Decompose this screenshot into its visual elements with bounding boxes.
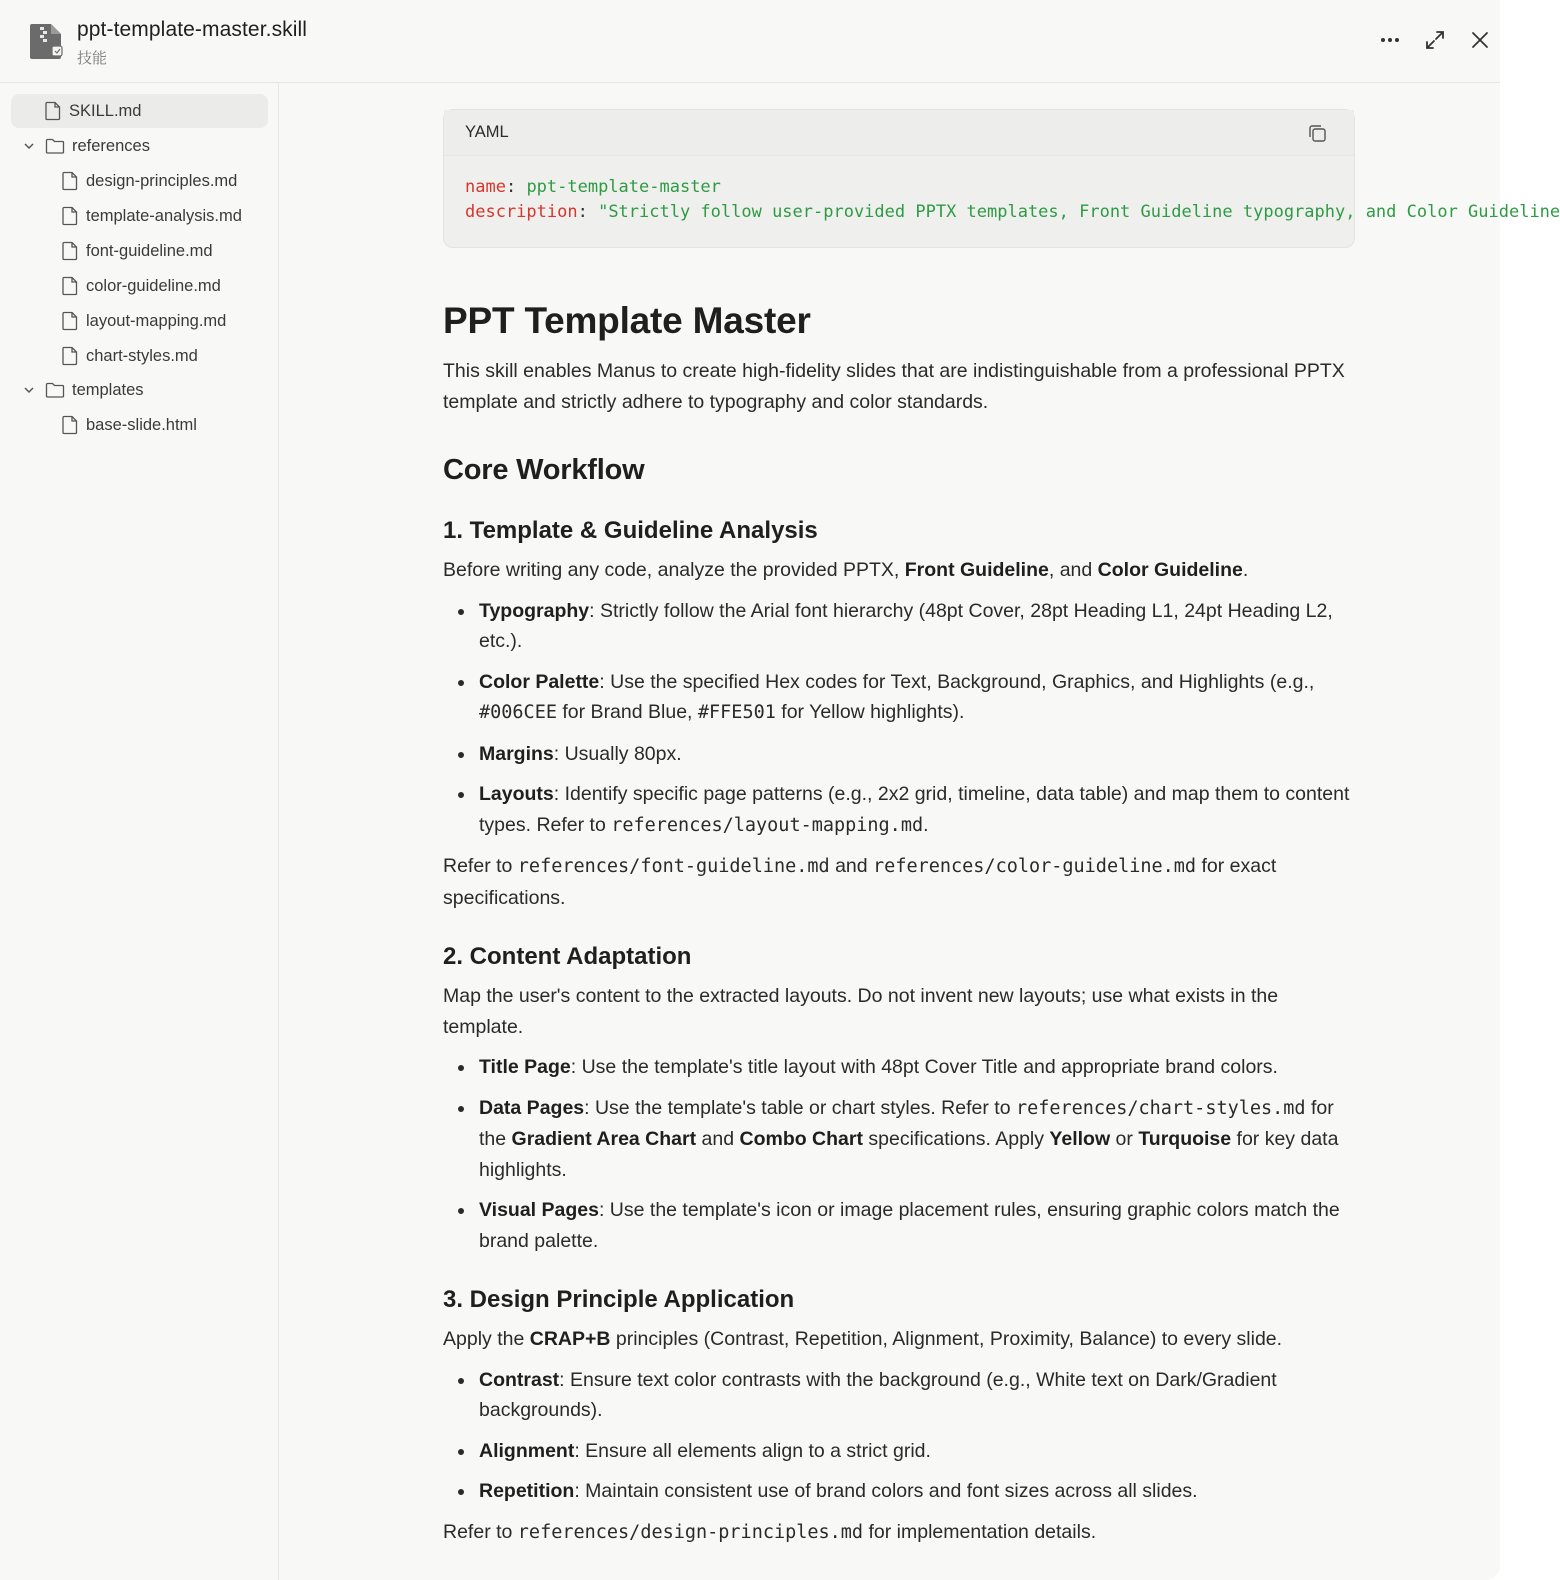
- yaml-key: name: [465, 177, 506, 197]
- chevron-down-icon: [22, 383, 36, 397]
- section-2-intro: Map the user's content to the extracted layouts. Do not invent new layouts; use what exists in the template.: [443, 985, 1279, 1038]
- section-core-workflow: Core Workflow: [443, 454, 645, 486]
- doc-title: PPT Template Master: [443, 300, 811, 341]
- code-body: name: ppt-template-master description: "Strictly follow user-provided PPTX templates, Front Guideline typography, and Color Guideline: [465, 177, 1560, 222]
- tree-file-chart-styles[interactable]: [61, 339, 198, 373]
- tree-file-label: layout-mapping.md: [86, 311, 227, 330]
- file-icon: [61, 206, 79, 226]
- section-2-list: [443, 1052, 1355, 1256]
- tree-file-label: base-slide.html: [86, 415, 197, 434]
- list-item-alignment: Alignment: Ensure all elements align to a strict grid.: [443, 1436, 1355, 1467]
- section-2-heading: 2. Content Adaptation: [443, 943, 692, 970]
- section-3-reference: Refer to references/design-principles.md for implementation details.: [443, 1520, 1097, 1543]
- folder-icon: [45, 137, 65, 155]
- expand-icon: [1424, 29, 1446, 51]
- file-icon: [61, 415, 79, 435]
- tree-folder-label: templates: [72, 380, 144, 399]
- file-icon: [61, 276, 79, 296]
- doc-intro: This skill enables Manus to create high-fidelity slides that are indistinguishable from a professional PPTX template and strictly adhere to typography and color standards.: [443, 360, 1345, 413]
- tree-file-color-guideline[interactable]: [61, 269, 221, 303]
- tree-file-label: chart-styles.md: [86, 346, 198, 365]
- section-1-heading: 1. Template & Guideline Analysis: [443, 517, 818, 544]
- expand-button[interactable]: [1419, 24, 1451, 56]
- section-3-heading: 3. Design Principle Application: [443, 1286, 795, 1313]
- file-icon: [61, 346, 79, 366]
- tree-file-skill-md[interactable]: [11, 94, 268, 128]
- file-icon: [44, 101, 62, 121]
- tree-file-font-guideline[interactable]: [61, 234, 213, 268]
- file-type-label: 技能: [77, 50, 108, 67]
- yaml-code-block: [443, 109, 1560, 248]
- file-icon: [61, 241, 79, 261]
- tree-folder-label: references: [72, 136, 150, 155]
- yaml-value: "Strictly follow user-provided PPTX templates, Front Guideline typography, and Color Guideline: [598, 202, 1560, 222]
- list-item-color-palette: Color Palette: Use the specified Hex codes for Text, Background, Graphics, and Highlights (e.g., #006CEE for Brand Blue, #FFE501 for Yellow highlights).: [443, 667, 1355, 729]
- list-item-title-page: Title Page: Use the template's title layout with 48pt Cover Title and appropriate brand colors.: [443, 1052, 1355, 1083]
- section-1-list: [443, 596, 1355, 842]
- copy-icon[interactable]: [1306, 122, 1328, 144]
- list-item-repetition: Repetition: Maintain consistent use of brand colors and font sizes across all slides.: [443, 1476, 1355, 1507]
- list-item-data-pages: Data Pages: Use the template's table or chart styles. Refer to references/chart-styles.md for the Gradient Area Chart and Combo Chart specifications. Apply Yellow or Turquoise for key data highlights.: [443, 1093, 1355, 1186]
- tree-folder-templates[interactable]: [22, 373, 144, 407]
- chevron-down-icon: [22, 139, 36, 153]
- tree-file-label: template-analysis.md: [86, 206, 242, 225]
- section-1-intro: Before writing any code, analyze the provided PPTX, Front Guideline, and Color Guideline.: [443, 559, 1249, 581]
- section-1-reference: Refer to references/font-guideline.md and references/color-guideline.md for exact specifications.: [443, 855, 1277, 909]
- tree-file-label: SKILL.md: [69, 101, 142, 120]
- tree-file-base-slide[interactable]: [61, 408, 197, 442]
- list-item-contrast: Contrast: Ensure text color contrasts with the background (e.g., White text on Dark/Gradient backgrounds).: [443, 1365, 1355, 1426]
- file-icon: [61, 311, 79, 331]
- yaml-key: description: [465, 202, 578, 222]
- more-icon: [1380, 37, 1400, 43]
- document-view: [280, 83, 1560, 1580]
- code-lang-label: YAML: [444, 110, 1354, 156]
- tree-file-layout-mapping[interactable]: [61, 304, 226, 338]
- list-item-layouts: Layouts: Identify specific page patterns (e.g., 2x2 grid, timeline, data table) and map them to content types. Refer to references/layout-mapping.md.: [443, 779, 1355, 841]
- tree-file-label: design-principles.md: [86, 171, 238, 190]
- section-3-intro: Apply the CRAP+B principles (Contrast, Repetition, Alignment, Proximity, Balance) to every slide.: [443, 1328, 1283, 1350]
- markdown-content: [443, 109, 1560, 1548]
- header: [0, 0, 1500, 83]
- close-icon: [1470, 30, 1490, 50]
- zip-file-icon: [30, 22, 64, 60]
- more-options-button[interactable]: [1374, 24, 1406, 56]
- close-button[interactable]: [1464, 24, 1496, 56]
- section-3-list: [443, 1365, 1355, 1507]
- file-title: ppt-template-master.skill: [77, 18, 308, 41]
- tree-file-design-principles[interactable]: [61, 164, 237, 198]
- tree-file-label: color-guideline.md: [86, 276, 221, 295]
- list-item-typography: Typography: Strictly follow the Arial font hierarchy (48pt Cover, 28pt Heading L1, 24pt Heading L2, etc.).: [443, 596, 1355, 657]
- folder-icon: [45, 381, 65, 399]
- tree-file-template-analysis[interactable]: [61, 199, 242, 233]
- tree-file-label: font-guideline.md: [86, 241, 213, 260]
- file-tree-sidebar: [0, 83, 279, 1580]
- tree-folder-references[interactable]: [22, 129, 150, 163]
- file-icon: [61, 171, 79, 191]
- yaml-value: ppt-template-master: [526, 177, 721, 197]
- list-item-visual-pages: Visual Pages: Use the template's icon or image placement rules, ensuring graphic colors match the brand palette.: [443, 1195, 1355, 1256]
- list-item-margins: Margins: Usually 80px.: [443, 739, 1355, 770]
